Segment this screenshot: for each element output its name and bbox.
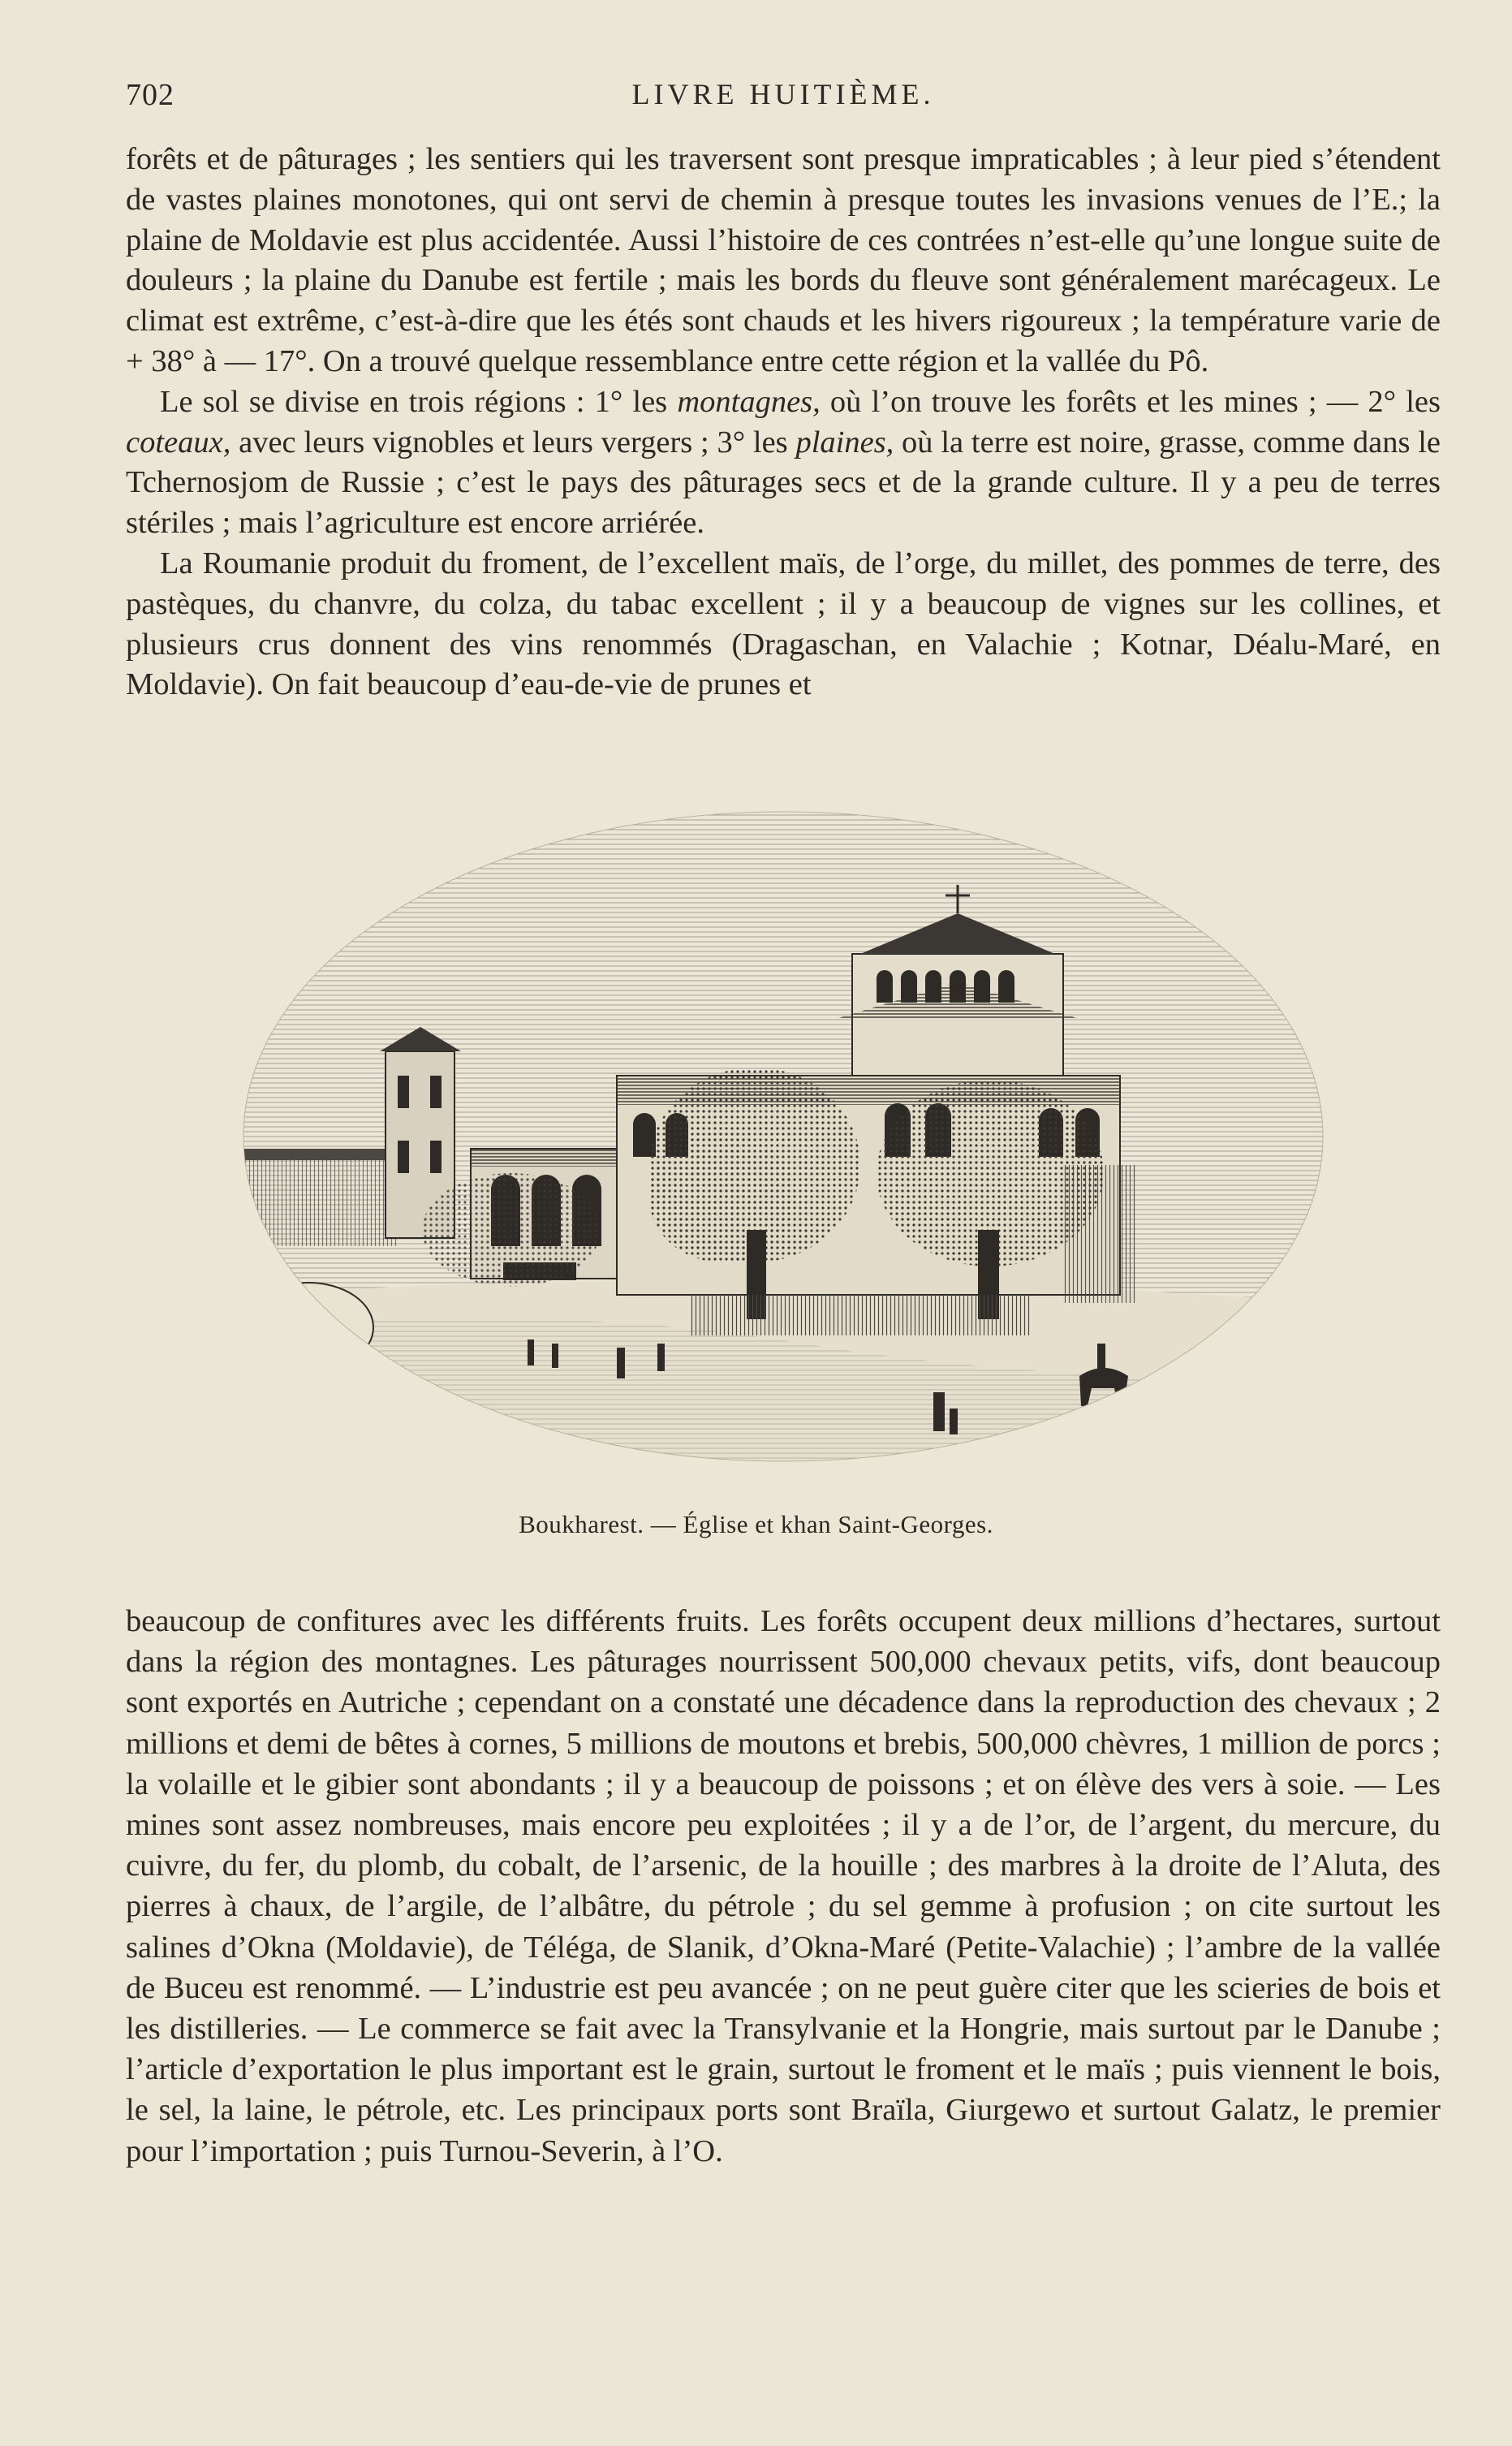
term-montagnes: montagnes, (677, 384, 821, 419)
text-block-bottom (126, 1601, 1441, 2172)
figure-caption: Boukharest. — Église et khan Saint-Georges. (519, 1510, 993, 1538)
regions-text-1: Le sol se divise en trois régions : 1° les (160, 384, 678, 419)
term-coteaux: coteaux, (126, 425, 231, 459)
paragraph-products: La Roumanie produit du froment, de l’excellent maïs, de l’orge, du millet, des pommes de terre, des pastèques, du chanvre, du colza, du tabac excellent ; il y a beaucoup de vignes sur les collines, et plusieurs crus donnent des vins renommés (Dragaschan, en Valachie ; Kotnar, Déalu-Maré, en Moldavie). On fait beaucoup d’eau-de-vie de prunes et (126, 546, 1441, 702)
church-engraving (235, 808, 1331, 1465)
paragraph-regions (126, 382, 1441, 544)
regions-text-3: avec leurs vignobles et leurs vergers ; 3° les (230, 425, 796, 459)
page-header (126, 77, 1441, 126)
paragraph-climate: forêts et de pâturages ; les sentiers qui les traversent sont presque impraticables ; à leur pied s’étendent de vastes plaines monotones, qui ont servi de chemin à presque toutes les invasions venues de l’E.; la plaine de Moldavie est plus accidentée. Aussi l’histoire de ces contrées n’est-elle qu’une longue suite de douleurs ; la plaine du Danube est fertile ; mais les bords du fleuve sont généralement marécageux. Le climat est extrême, c’est-à-dire que les étés sont chauds et les hivers rigoureux ; la température varie de + 38° à — 17°. On a trouvé quelque ressemblance entre cette région et la vallée du Pô. (126, 142, 1441, 378)
paragraph-economy: beaucoup de confitures avec les différents fruits. Les forêts occupent deux millions d’hectares, surtout dans la région des montagnes. Les pâturages nourrissent 500,000 chevaux petits, vifs, dont beaucoup sont exportés en Autriche ; cependant on a constaté une décadence dans la reproduction des chevaux ; 2 millions et demi de bêtes à cornes, 5 millions de moutons et brebis, 500,000 chèvres, 1 million de porcs ; la volaille et le gibier sont abondants ; il y a beaucoup de poissons ; et on élève des vers à soie. — Les mines sont assez nombreuses, mais encore peu exploitées ; il y a de l’or, de l’argent, du mercure, du cuivre, du fer, du plomb, du cobalt, de l’arsenic, de la houille ; des marbres à la droite de l’Aluta, des pierres à chaux, de l’argile, de l’albâtre, du pétrole ; du sel gemme à profusion ; on cite surtout les salines d’Okna (Moldavie), de Téléga, de Slanik, d’Okna-Maré (Petite-Valachie) ; l’ambre de la vallée de Buceu est renommé. — L’industrie est peu avancée ; on ne peut guère citer que les scieries de bois et les distilleries. — Le commerce se fait avec la Transylvanie et la Hongrie, mais surtout par le Danube ; l’article d’exportation le plus important est le grain, surtout le froment et le maïs ; puis viennent le bois, le sel, la laine, le pétrole, etc. Les principaux ports sont Braïla, Giurgewo et surtout Galatz, le premier pour l’importation ; puis Turnou-Severin, à l’O. (126, 1604, 1441, 2168)
page-number: 702 (126, 78, 174, 112)
text-block-top (126, 140, 1441, 705)
engraving-illustration (235, 808, 1331, 1465)
running-title: LIVRE HUITIÈME. (631, 78, 935, 110)
regions-text-4: où la terre est noire, grasse, comme dans le Tchernosjom de Russie ; c’est le pays des pâturages secs et de la grande culture. Il y a peu de terres stériles ; mais l’agriculture est encore arriérée. (126, 425, 1441, 541)
regions-text-2: où l’on trouve les forêts et les mines ; — 2° les (820, 384, 1441, 419)
term-plaines: plaines, (795, 425, 894, 459)
